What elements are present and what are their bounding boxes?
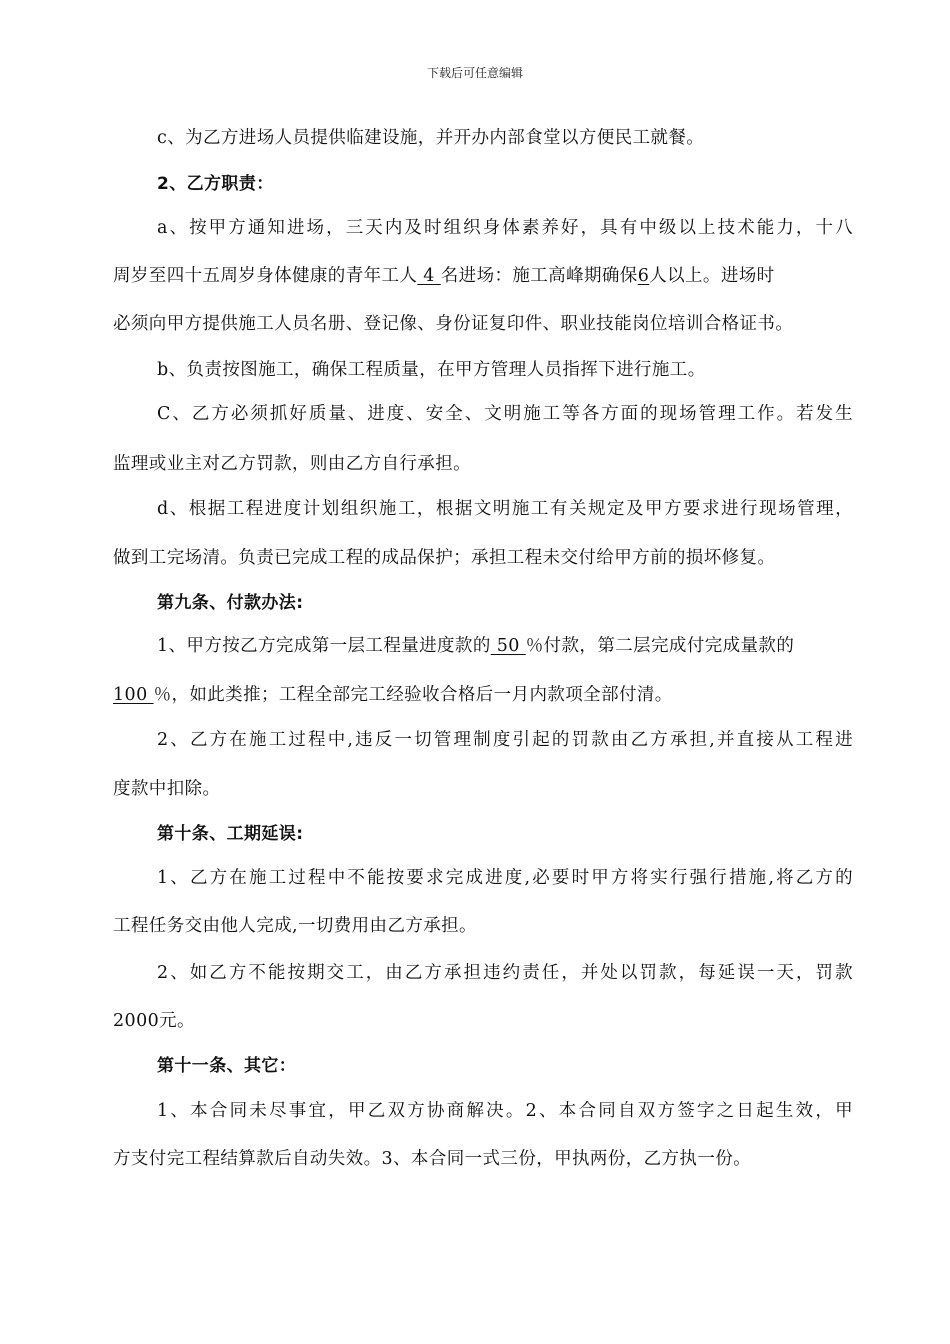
clause-8-2a-line3: 必须向甲方提供施工人员名册、登记像、身份证复印件、职业技能岗位培训合格证书。 bbox=[113, 314, 794, 334]
clause-8-2a-line1: a、按甲方通知进场，三天内及时组织身体素养好，具有中级以上技术能力，十八 bbox=[157, 218, 853, 238]
clause-9-1-line2 bbox=[113, 683, 853, 707]
clause-8-2d-line2: 做到工完场清。负责已完成工程的成品保护；承担工程未交付给甲方前的损坏修复。 bbox=[113, 548, 776, 568]
clause-8-2c-line2: 监理或业主对乙方罚款，则由乙方自行承担。 bbox=[113, 454, 471, 474]
clause-10-2-line1: 2、如乙方不能按期交工，由乙方承担违约责任，并处以罚款，每延误一天，罚款 bbox=[157, 963, 853, 983]
clause-8-2a-text-a: 周岁至四十五周岁身体健康的青年工人 bbox=[113, 266, 418, 286]
clause-10-1-line1: 1、乙方在施工过程中不能按要求完成进度,必要时甲方将实行强行措施,将乙方的 bbox=[157, 868, 853, 888]
clause-8-2a-line2 bbox=[113, 264, 853, 288]
clause-9-2-line2: 度款中扣除。 bbox=[113, 779, 221, 799]
section-heading-article-9: 第九条、付款办法: bbox=[157, 593, 304, 613]
section-heading-article-10: 第十条、工期延误: bbox=[157, 824, 304, 844]
clause-10-1-line2: 工程任务交由他人完成,一切费用由乙方承担。 bbox=[113, 916, 477, 936]
peak-worker-count-field: 6 bbox=[637, 266, 650, 286]
clause-8-2c-line1: C、乙方必须抓好质量、进度、安全、文明施工等各方面的现场管理工作。若发生 bbox=[157, 404, 853, 424]
clause-9-1-line1 bbox=[157, 634, 897, 658]
clause-9-1-text-b: ％付款，第二层完成付完成量款的 bbox=[525, 636, 795, 656]
clause-8-2b: b、负责按图施工，确保工程质量，在甲方管理人员指挥下进行施工。 bbox=[157, 360, 706, 380]
section-heading-party-b-duties: 2、乙方职责： bbox=[157, 174, 274, 194]
clause-10-2-line2: 2000元。 bbox=[113, 1011, 195, 1031]
worker-count-field: 4 bbox=[417, 266, 441, 286]
clause-9-2-line1: 2、乙方在施工过程中,违反一切管理制度引起的罚款由乙方承担,并直接从工程进 bbox=[157, 730, 853, 750]
clause-11-line1: 1、本合同未尽事宜，甲乙双方协商解决。2、本合同自双方签字之日起生效，甲 bbox=[157, 1101, 853, 1121]
clause-11-line2: 方支付完工程结算款后自动失效。3、本合同一式三份，甲执两份，乙方执一份。 bbox=[113, 1149, 752, 1169]
first-floor-percent-field: 50 bbox=[490, 636, 526, 656]
clause-8-2a-text-c: 人以上。进场时 bbox=[649, 266, 775, 286]
section-heading-article-11: 第十一条、其它： bbox=[157, 1056, 297, 1076]
clause-8-1c: c、为乙方进场人员提供临建设施，并开办内部食堂以方便民工就餐。 bbox=[157, 128, 705, 148]
clause-9-1-text-a: 1、甲方按乙方完成第一层工程量进度款的 bbox=[157, 636, 491, 656]
second-floor-percent-field: 100 bbox=[113, 685, 154, 705]
clause-8-2d-line1: d、根据工程进度计划组织施工，根据文明施工有关规定及甲方要求进行现场管理， bbox=[157, 499, 853, 519]
page-header: 下载后可任意编辑 bbox=[426, 66, 523, 80]
clause-9-1-text-c: ％，如此类推；工程全部完工经验收合格后一月内款项全部付清。 bbox=[153, 685, 673, 705]
clause-8-2a-text-b: 名进场：施工高峰期确保 bbox=[440, 266, 638, 286]
